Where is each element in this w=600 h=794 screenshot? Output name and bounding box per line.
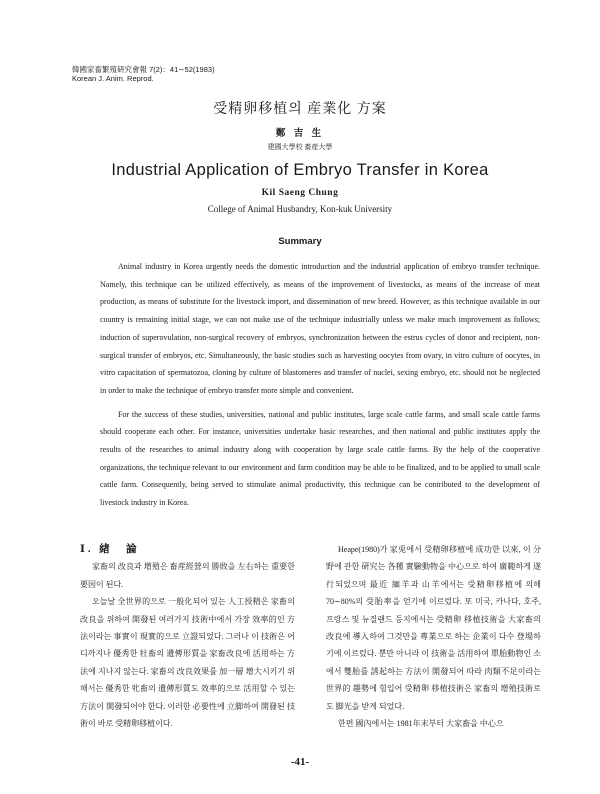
section-heading-introduction: Ⅰ. 緖 論 [80,544,140,555]
journal-citation [72,65,215,83]
body-paragraph: Heape(1980)가 家兎에서 受精卵移植에 成功한 以來, 이 分野에 관한 硏究는 各種 實驗動物을 中心으로 하여 廣範하게 遂行되었으며 最近 緬羊과 山羊에서는 受精卵移植에 의해 70∼80%의 受胎率을 얻기에 이르렀다. 또 미국, 카나다, 호주, 프랑스 및 뉴질랜드 등지에서는 受精卵 移植技術을 大家畜의 改良에 導入하여 그것만을 專業으로 하는 企業이 다수 登場하기에 이르렀다. 뿐만 아니라 이 技術을 活用하여 單胎動物인 소에서 雙胎를 誘起하는 方法이 開發되어 따라 肉類不足이라는 世界的 趨勢에 힘입어 受精卵 移植技術은 家畜의 增殖技術로도 脚光을 받게 되었다. [326,545,541,711]
english-affiliation: College of Animal Husbandry, Kon-kuk University [207,204,393,214]
body-paragraph: 家畜의 改良과 增殖은 畜産經營의 勝敗을 左右하는 重要한 要因이 된다. [80,562,295,589]
body-paragraph: 오늘날 全世界的으로 一般化되어 있는 人工授精은 家畜의 改良을 위하여 開發된 여러가지 技術中에서 가장 效率的인 方法이라는 事實이 現實的으로 立證되었다. 그러나 이 技術은 어디까지나 優秀한 牡畜의 遺傳形質을 家畜改良에 活用하는 方法에 지나지 않는다. 家畜의 改良效果를 加一層 增大시키기 위해서는 優秀한 牝畜의 遺傳形質도 效率的으로 活用할 수 있는 方法이 開發되어야 한다. 이러한 必要性에 立脚하여 開發된 技術이 바로 受精卵移植이다. [80,597,295,729]
body-paragraph: 한편 國內에서는 1981年末부터 大家畜을 中心으 [338,719,504,729]
summary-heading: Summary [278,236,322,247]
body-left-column [80,541,295,732]
summary-abstract [100,258,540,512]
korean-author: 鄭 吉 生 [275,129,325,139]
journal-citation-english: Korean J. Anim. Reprod. [72,74,154,83]
english-title: Industrial Application of Embryo Transfer in Korea [111,161,489,179]
english-author: Kil Saeng Chung [261,188,339,198]
summary-paragraph-1: Animal industry in Korea urgently needs the domestic introduction and the industrial application of embryo transfer technique. Namely, this technique can be utilized effectively, as means of the improvement of livestocks, as means of the increase of meat production, as means of substitute for the livestock import, and dissemination of new breed. However, as this technique available in our country is remaining initial stage, we can not make use of the technique industrially unless we make much improvement as follows; induction of superovulation, non-surgical recovery of embryos, synchronization between the estrus cycles of donor and recipient, non-surgical transfer of embryos, etc. Simultaneously, the basic studies such as harvesting oocytes from ovary, in vitro culture of oocytes, in vitro capacitation of spermatozoa, cloning by culture of blastomeres and transfer of nuclei, sexing embryo, etc. should not be neglected in order to make the technique of embryo transfer more simple and convenient. [100,262,540,395]
summary-paragraph-2: For the success of these studies, universities, national and public institutes, large scale cattle farms, and small scale cattle farms should cooperate each other. For instance, universities undertake basic researches, and then national and public institutes apply the results of the researches to animal industry along with cooperation by large scale cattle farms. By the help of the cooperative organizations, the technique relevant to our environment and farm condition may be able to be finalized, and to be applied to small scale cattle farm. Consequently, being served to stimulate animal productivity, this technique can be contributed to the development of livestock industry in Korea. [100,409,540,508]
korean-affiliation: 建國大學校 畜産大學 [267,143,333,151]
page-number: -41- [290,756,310,768]
body-right-column [326,541,541,732]
korean-title: 受精卵移植의 産業化 方案 [213,102,387,117]
journal-citation-korean: 韓國家畜繁殖硏究會報 7(2)：41∼52(1983) [72,65,215,74]
